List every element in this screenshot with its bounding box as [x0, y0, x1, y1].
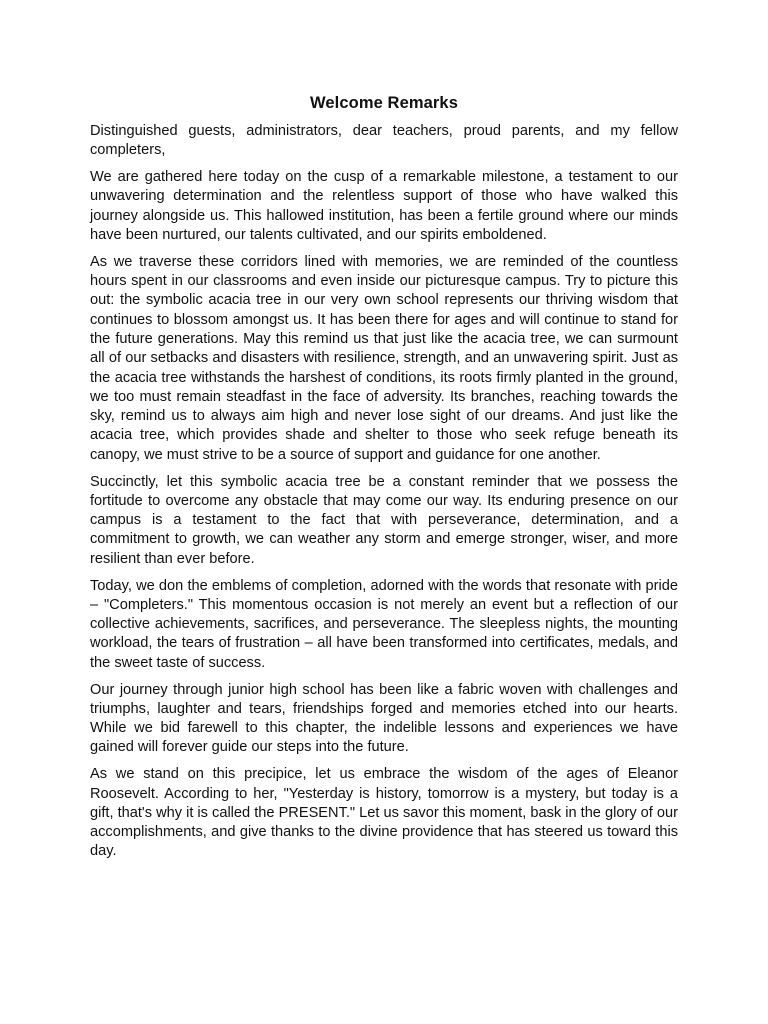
document-page: [90, 92, 678, 869]
paragraph-salutation: Distinguished guests, administrators, dear teachers, proud parents, and my fellow completers,: [90, 123, 678, 159]
paragraph-roosevelt: As we stand on this precipice, let us embrace the wisdom of the ages of Eleanor Roosevelt. According to her, "Yesterday is history, tomorrow is a mystery, but today is a gift, that's why it is called the PRESENT." Let us savor this moment, bask in the glory of our accomplishments, and give thanks to the divine providence that has steered us toward this day.: [90, 766, 678, 860]
paragraph-reminder: Succinctly, let this symbolic acacia tree be a constant reminder that we possess the fortitude to overcome any obstacle that may come our way. Its enduring presence on our campus is a testament to the fact that with perseverance, determination, and a commitment to growth, we can weather any storm and emerge stronger, wiser, and more resilient than ever before.: [90, 473, 678, 567]
paragraph-completers: Today, we don the emblems of completion, adorned with the words that resonate with pride – "Completers." This momentous occasion is not merely an event but a reflection of our collective achievements, sacrifices, and perseverance. The sleepless nights, the mounting workload, the tears of frustration – all have been transformed into certificates, medals, and the sweet taste of success.: [90, 577, 678, 671]
paragraph-journey: Our journey through junior high school has been like a fabric woven with challenges and triumphs, laughter and tears, friendships forged and memories etched into our hearts. While we bid farewell to this chapter, the indelible lessons and experiences we have gained will forever guide our steps into the future.: [90, 681, 678, 756]
paragraph-milestone: We are gathered here today on the cusp of a remarkable milestone, a testament to our unwavering determination and the relentless support of those who have walked this journey alongside us. This hallowed institution, has been a fertile ground where our minds have been nurtured, our talents cultivated, and our spirits emboldened.: [90, 169, 678, 243]
document-title: Welcome Remarks: [310, 94, 458, 112]
paragraph-acacia-tree: As we traverse these corridors lined with memories, we are reminded of the countless hours spent in our classrooms and even inside our picturesque campus. Try to picture this out: the symbolic acacia tree in our very own school represents our thriving wisdom that continues to blossom amongst us. It has been there for ages and will continue to stand for the future generations. May this remind us that just like the acacia tree, we can surmount all of our setbacks and disasters with resilience, strength, and an unwavering spirit. Just as the acacia tree withstands the harshest of conditions, its roots firmly planted in the ground, we too must remain steadfast in the face of adversity. Its branches, reaching towards the sky, remind us to always aim high and never lose sight of our dreams. And just like the acacia tree, which provides shade and shelter to those who seek refuge beneath its canopy, we must strive to be a source of support and guidance for one another.: [90, 253, 678, 463]
